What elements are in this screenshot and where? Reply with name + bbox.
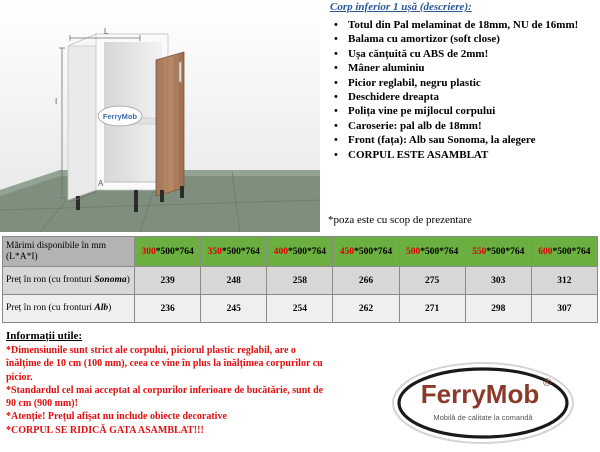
size-width: 600 <box>538 246 553 257</box>
size-cell <box>465 237 531 267</box>
price-cell: 258 <box>267 267 333 295</box>
feature-item: • Picior reglabil, negru plastic <box>334 76 598 90</box>
size-cell <box>267 237 333 267</box>
dim-length-label: L <box>104 27 109 36</box>
price-cell: 266 <box>333 267 399 295</box>
feature-item: • Deschidere dreapta <box>334 90 598 104</box>
info-lines <box>6 344 368 437</box>
price-cell: 254 <box>267 295 333 323</box>
info-line: *Dimensiunile sunt strict ale corpului, piciorul plastic reglabil, are o <box>6 345 296 356</box>
sizes-row <box>3 237 598 267</box>
feature-item: • Caroserie: pal alb de 18mm! <box>334 119 598 133</box>
price-row-alb <box>3 295 598 323</box>
size-cell <box>333 237 399 267</box>
info-line: 90 cm (900 mm)! <box>6 398 78 410</box>
info-line: picior. <box>6 371 33 383</box>
info-title: Informații utile: <box>6 330 83 342</box>
feature-item: • Balama cu amortizor (soft close) <box>334 32 598 46</box>
price-cell: 245 <box>201 295 267 323</box>
size-width: 450 <box>339 246 355 257</box>
dim-depth-label: A <box>98 179 104 188</box>
info-line: *Atenție! Prețul afișat nu include obiecte decorative <box>6 411 227 423</box>
feature-item: • CORPUL ESTE ASAMBLAT <box>334 148 598 162</box>
size-rest: *500*764 <box>287 246 326 257</box>
price-cell: 248 <box>201 267 267 295</box>
feature-item: • Ușa cănțuită cu ABS de 2mm! <box>334 47 598 61</box>
label-prefix: Preț în ron (cu fronturi <box>6 303 95 313</box>
size-rest: *500*764 <box>354 246 393 257</box>
logo-tagline: Mobilă de calitate la comandă <box>433 413 533 422</box>
price-row-label <box>3 295 135 323</box>
dim-height-label: I <box>55 97 58 106</box>
price-cell: 307 <box>531 295 597 323</box>
price-row-label <box>3 267 135 295</box>
size-cell <box>531 237 597 267</box>
info-section <box>6 330 368 437</box>
price-cell: 298 <box>465 295 531 323</box>
description-panel <box>320 0 600 232</box>
price-row-sonoma <box>3 267 598 295</box>
size-cell <box>399 237 465 267</box>
size-rest: *500*764 <box>486 246 525 257</box>
info-line: *CORPUL SE RIDICĂ GATA ASAMBLAT!!! <box>6 424 204 436</box>
label-suffix: ) <box>126 275 130 285</box>
feature-list <box>334 18 598 162</box>
size-width: 300 <box>141 246 156 257</box>
logo-wordmark: FerryMob <box>420 379 540 409</box>
size-rest: *500*764 <box>420 246 459 257</box>
label-prefix: Preț în ron (cu fronturi <box>6 275 95 285</box>
price-cell: 271 <box>399 295 465 323</box>
feature-item: • Mâner aluminiu <box>334 61 598 75</box>
info-line: *Standardul cel mai acceptat al corpurilor inferioare de bucătărie, sunt de <box>6 384 324 396</box>
size-rest: *500*764 <box>552 246 591 257</box>
price-table <box>2 236 598 323</box>
ferrymob-logo <box>388 358 578 448</box>
cabinet-logo-badge <box>98 106 142 126</box>
size-width: 500 <box>406 246 421 257</box>
presentation-note: *poza este cu scop de prezentare <box>328 214 472 226</box>
label-finish: Alb <box>94 303 109 313</box>
info-line: înălțime de 10 cm (100 mm), ceea ce vine în plus la înălțimea corpurilor cu <box>6 358 323 370</box>
price-cell: 262 <box>333 295 399 323</box>
logo-registered-mark: ® <box>543 377 552 389</box>
description-title: Corp inferior 1 ușă (descriere): <box>330 1 472 13</box>
size-cell <box>201 237 267 267</box>
sizes-row-label: Mărimi disponibile în mm (L*A*I) <box>3 237 135 267</box>
price-cell: 236 <box>135 295 201 323</box>
feature-item: • Totul din Pal melaminat de 18mm, NU de 16mm! <box>334 18 598 32</box>
size-width: 550 <box>472 246 487 257</box>
cabinet-logo-text: FerryMob <box>102 112 138 121</box>
size-rest: *500*764 <box>155 246 194 257</box>
size-cell <box>135 237 201 267</box>
price-cell: 303 <box>465 267 531 295</box>
price-cell: 312 <box>531 267 597 295</box>
size-width: 400 <box>273 246 288 257</box>
feature-item: • Polița vine pe mijlocul corpului <box>334 104 598 118</box>
label-finish: Sonoma <box>94 275 127 285</box>
size-width: 350 <box>207 246 222 257</box>
price-cell: 239 <box>135 267 201 295</box>
feature-item: • Front (fața): Alb sau Sonoma, la alegere <box>334 133 598 147</box>
size-rest: *500*764 <box>221 246 260 257</box>
cabinet-illustration <box>0 0 320 232</box>
price-cell: 275 <box>399 267 465 295</box>
label-suffix: ) <box>108 303 112 313</box>
